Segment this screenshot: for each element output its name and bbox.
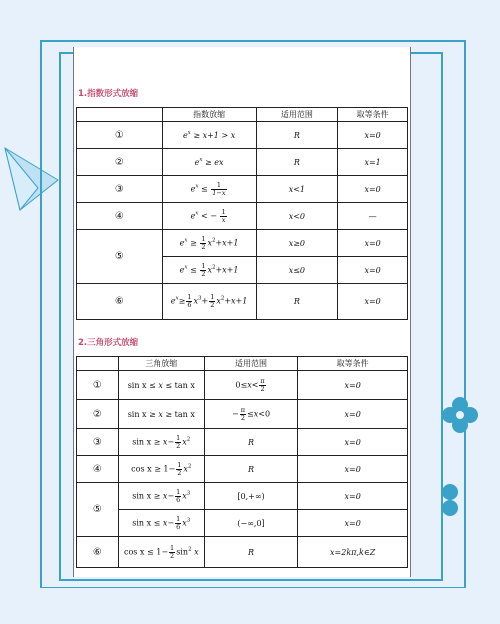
formula-cell: $e^x \ge x+1 > x$ [162,122,256,149]
formula-cell: $e^x$ ≥ ex [162,149,256,176]
formula-cell: cos x ≥ 1− $\frac{1}{2}$ $x^2$ [118,456,204,483]
header-range: 适用范围 [204,357,298,371]
row-number: ⑤ [77,230,163,284]
row-number: ③ [77,176,163,203]
condition-cell: x=0 [338,284,408,320]
formula-cell: sin x ≥ x− $\frac{1}{2}$ $x^2$ [118,429,204,456]
condition-cell: x=1 [338,149,408,176]
range-cell: R [256,149,338,176]
table-row [77,284,408,320]
formula-cell: $e^x$ ≤ $\frac{1}{1-x}$ [162,176,256,203]
condition-cell: — [338,203,408,230]
condition-cell: x=0 [338,230,408,257]
condition-cell: x=0 [298,510,408,537]
document-page [73,47,411,577]
table-row [77,537,408,568]
table-header-row [77,108,408,122]
exponential-table [76,107,408,320]
table-row [77,510,408,537]
table-row [77,230,408,257]
range-cell: − $\frac{\pi}{2}$ ≤x<0 [204,400,298,429]
section-title-trigonometric: 2.三角形式放缩 [78,338,139,348]
header-formula: 三角放缩 [118,357,204,371]
section-title-exponential: 1.指数形式放缩 [78,89,139,99]
formula-cell: $e^x\ge$ $\frac{1}{6}$ $x^3+$ $\frac{1}{2}$ $x^2+x+1$ [162,284,256,320]
table-row [77,122,408,149]
table-row [77,176,408,203]
table-header-row [77,357,408,371]
formula-cell: $e^x$ ≤ $\frac{1}{2}$ $x^2+x+1$ [162,257,256,284]
range-cell: (−∞,0] [204,510,298,537]
condition-cell: x=0 [298,400,408,429]
header-blank [77,108,163,122]
row-number: ③ [77,429,119,456]
formula-cell: cos x ≤ 1− $\frac{1}{2}$ $\sin^2 x$ [118,537,204,568]
formula-cell: sin x ≤ x− $\frac{1}{6}$ $x^3$ [118,510,204,537]
table-row [77,371,408,400]
row-number: ⑥ [77,284,163,320]
table-row [77,483,408,510]
range-cell: R [256,122,338,149]
trigonometric-table [76,356,408,568]
row-number: ④ [77,203,163,230]
row-number: ② [77,400,119,429]
range-cell: [0,+∞) [204,483,298,510]
condition-cell: x=0 [298,429,408,456]
row-number: ⑤ [77,483,119,537]
formula-cell: $e^x$ < − $\frac{1}{x}$ [162,203,256,230]
table-row [77,429,408,456]
range-cell: x≤0 [256,257,338,284]
range-cell: 0≤x< $\frac{\pi}{2}$ [204,371,298,400]
formula-cell: sin x ≤ x ≤ tan x [118,371,204,400]
row-number: ① [77,122,163,149]
row-number: ④ [77,456,119,483]
condition-cell: x=0 [338,257,408,284]
condition-cell: x=0 [298,371,408,400]
table-row [77,149,408,176]
condition-cell: x=2kπ,k∈Z [298,537,408,568]
range-cell: x<1 [256,176,338,203]
table-row [77,456,408,483]
range-cell: x≥0 [256,230,338,257]
row-number: ① [77,371,119,400]
row-number: ⑥ [77,537,119,568]
table-row [77,400,408,429]
bottom-background [0,588,500,624]
range-cell: R [204,456,298,483]
range-cell: x<0 [256,203,338,230]
range-cell: R [204,537,298,568]
row-number: ② [77,149,163,176]
range-cell: R [256,284,338,320]
formula-cell: sin x ≥ x ≥ tan x [118,400,204,429]
formula-cell: sin x ≥ x− $\frac{1}{6}$ $x^3$ [118,483,204,510]
table-row [77,203,408,230]
condition-cell: x=0 [298,456,408,483]
header-range: 适用范围 [256,108,338,122]
range-cell: R [204,429,298,456]
header-blank [77,357,119,371]
condition-cell: x=0 [338,122,408,149]
header-condition: 取等条件 [338,108,408,122]
condition-cell: x=0 [338,176,408,203]
header-formula: 指数放缩 [162,108,256,122]
header-condition: 取等条件 [298,357,408,371]
condition-cell: x=0 [298,483,408,510]
formula-cell: $e^x$ ≥ $\frac{1}{2}$ $x^2+x+1$ [162,230,256,257]
